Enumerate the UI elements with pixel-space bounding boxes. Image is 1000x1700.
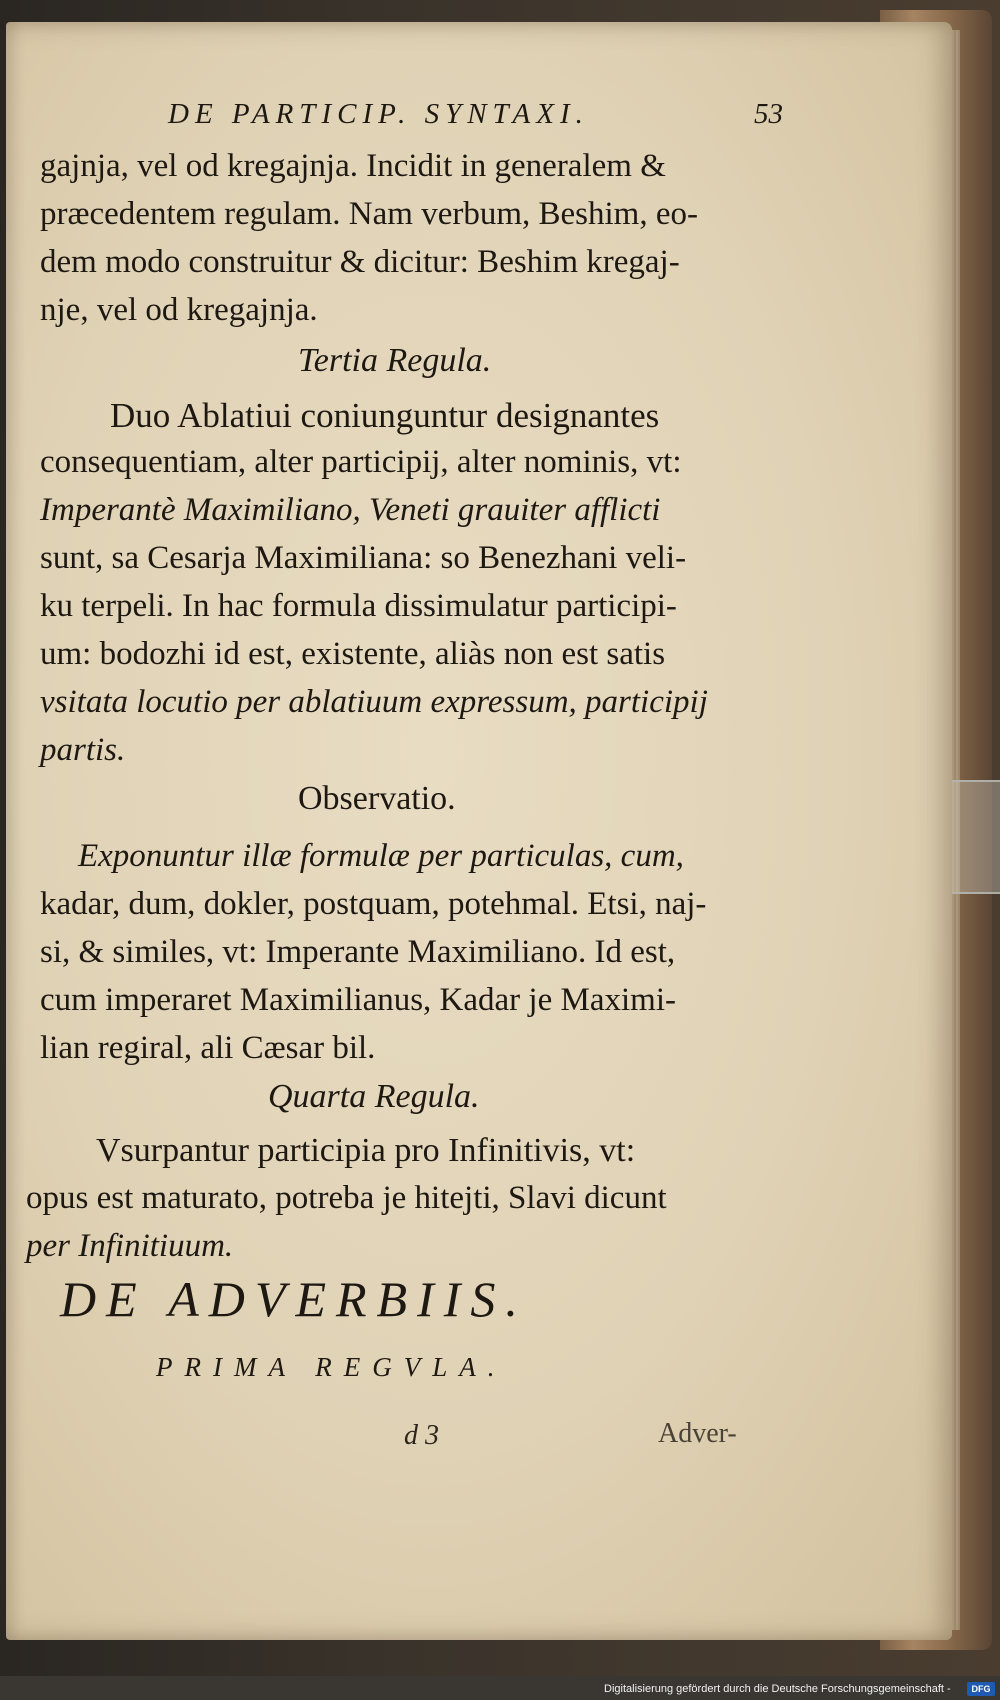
digitization-credit: Digitalisierung gefördert durch die Deutsche Forschungsgemeinschaft - (604, 1683, 951, 1695)
text-line-3: dem modo construitur & dicitur: Beshim kregaj- (40, 244, 680, 280)
text-line-1: gajnja, vel od kregajnja. Incidit in generalem & (40, 148, 666, 184)
text-line-11: vsitata locutio per ablatiuum expressum, participij (40, 684, 708, 720)
heading-observatio: Observatio. (298, 780, 456, 817)
book-page (6, 22, 952, 1640)
heading-tertia-regula: Tertia Regula. (298, 342, 492, 379)
text-line-15: si, & similes, vt: Imperante Maximiliano. Id est, (40, 934, 676, 970)
folio-number: 53 (754, 98, 783, 130)
text-line-7: Imperantè Maximiliano, Veneti grauiter afflicti (40, 492, 661, 528)
text-line-20: per Infinitiuum. (26, 1228, 234, 1264)
text-line-9: ku terpeli. In hac formula dissimulatur participi- (40, 588, 677, 624)
text-line-5: Duo Ablatiui coniunguntur designantes (110, 396, 660, 435)
text-line-12: partis. (40, 732, 126, 768)
text-line-18: Vsurpantur participia pro Infinitivis, vt: (96, 1132, 636, 1169)
text-line-16: cum imperaret Maximilianus, Kadar je Maximi- (40, 982, 676, 1018)
text-line-13: Exponuntur illæ formulæ per particulas, cum, (78, 838, 684, 874)
text-line-14: kadar, dum, dokler, postquam, potehmal. Etsi, naj- (40, 886, 707, 922)
text-line-2: præcedentem regulam. Nam verbum, Beshim, eo- (40, 196, 698, 232)
text-line-6: consequentiam, alter participij, alter nominis, vt: (40, 444, 682, 480)
heading-de-adverbiis: DE ADVERBIIS. (60, 1271, 528, 1327)
catchword: Adver- (658, 1418, 737, 1449)
text-line-8: sunt, sa Cesarja Maximiliana: so Benezhani veli- (40, 540, 687, 576)
dfg-logo-badge: DFG (967, 1682, 995, 1696)
signature-mark: d 3 (404, 1420, 439, 1451)
text-line-4: nje, vel od kregajnja. (40, 292, 318, 328)
running-head: DE PARTICIP. SYNTAXI. (168, 98, 589, 130)
text-line-10: um: bodozhi id est, existente, aliàs non est satis (40, 636, 666, 672)
text-line-19: opus est maturato, potreba je hitejti, Slavi dicunt (26, 1180, 667, 1216)
heading-quarta-regula: Quarta Regula. (268, 1078, 480, 1115)
heading-prima-regula: PRIMA REGVLA. (156, 1352, 507, 1382)
text-line-17: lian regiral, ali Cæsar bil. (40, 1030, 376, 1066)
